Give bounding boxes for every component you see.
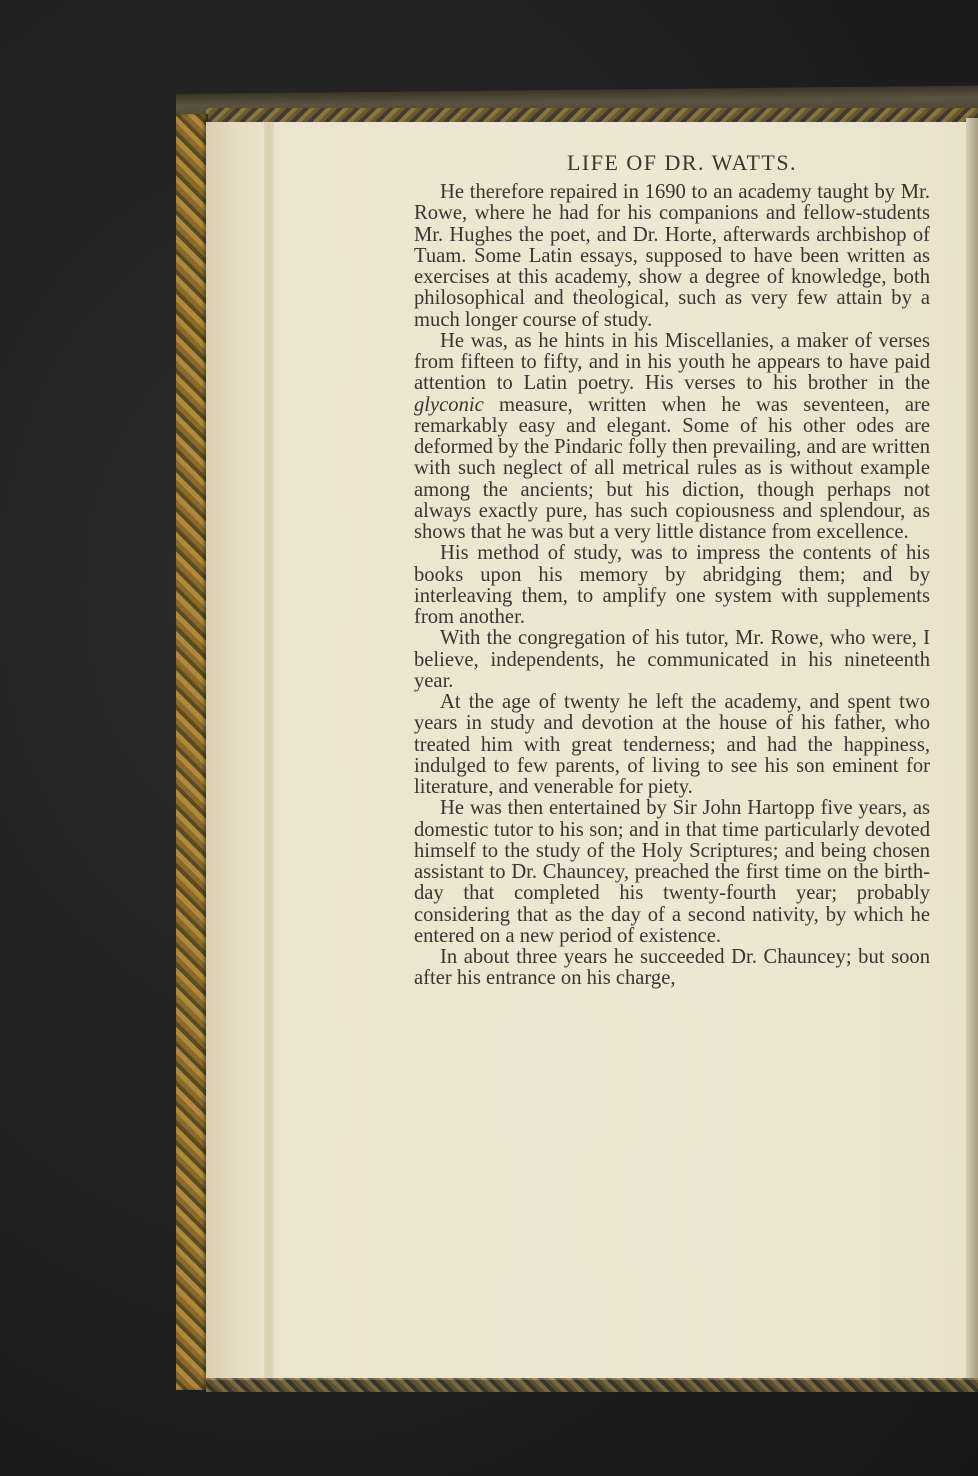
page-text-block [414,150,930,990]
paragraph-chauncey: In about three years he succeeded Dr. Chauncey; but soon after his entrance on his charge, [414,946,930,990]
glyconic-italic: glyconic [414,393,484,416]
gilt-border-bottom [206,1378,978,1392]
paragraph-method: His method of study, was to impress the contents of his books upon his memory by abridging them; and by interleaving them, to amplify one system with supplements from another. [414,542,930,628]
book-page [206,122,968,1380]
page-gutter [264,122,274,1380]
page-edge [966,118,978,1380]
paragraph-academy: He therefore repaired in 1690 to an academy taught by Mr. Rowe, where he had for his companions and fellow-students Mr. Hughes the poet, and Dr. Horte, afterwards archbishop of Tuam. Some Latin essays, supposed to have been written as exercises at this academy, show a degree of knowledge, both philosophical and theological, such as very few attain by a much longer course of study. [414,181,930,331]
running-head: LIFE OF DR. WATTS. [566,150,798,175]
paragraph-verses-rest: measure, written when he was seventeen, are remarkably easy and elegant. Some of his other odes are deformed by the Pindaric folly then prevailing, and are written with such neglect of all metrical rules as is without example among the ancients; but his diction, though perhaps not always exactly pure, has such copiousness and splendour, as shows that he was but a very little distance from excellence. [414,393,930,543]
paragraph-verses [414,331,930,544]
paragraph-congregation: With the congregation of his tutor, Mr. Rowe, who were, I believe, independents, he communicated in his nineteenth year. [414,627,930,692]
gilt-border-spine [176,114,208,1390]
paragraph-hartopp: He was then entertained by Sir John Hartopp five years, as domestic tutor to his son; and in that time particularly devoted himself to the study of the Holy Scriptures; and being chosen assistant to Dr. Chauncey, preached the first time on the birth-day that completed his twenty-fourth year; probably considering that as the day of a second nativity, by which he entered on a new period of existence. [414,797,930,947]
paragraph-verses-start: He was, as he hints in his Miscellanies, a maker of verses from fifteen to fifty, and in his youth he appears to have paid attention to Latin poetry. His verses to his brother in the [414,329,930,395]
paragraph-age-twenty: At the age of twenty he left the academy, and spent two years in study and devotion at the house of his father, who treated him with great tenderness; and had the happiness, indulged to few parents, of living to see his son eminent for literature, and venerable for piety. [414,691,930,798]
